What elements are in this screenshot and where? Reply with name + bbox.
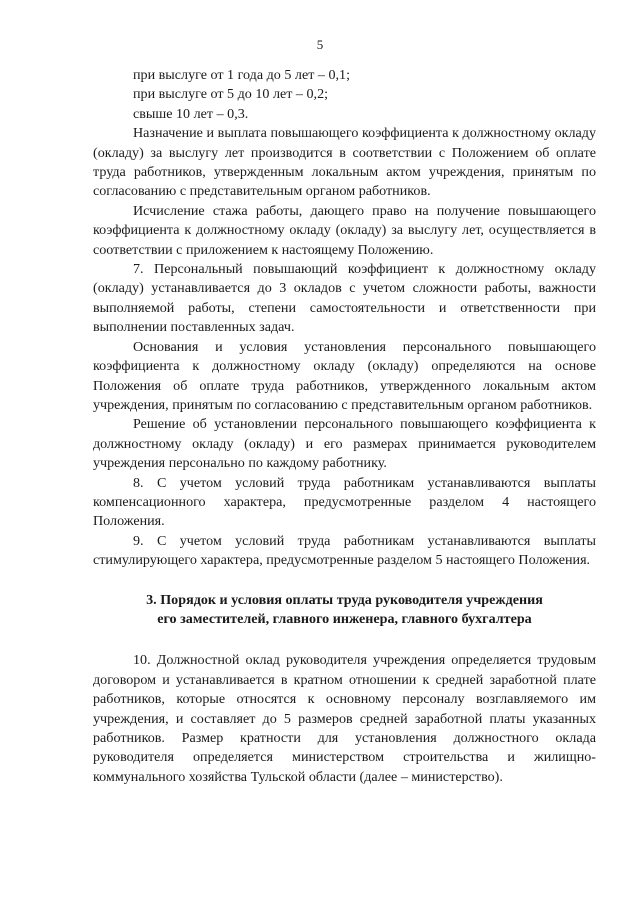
bonus-rate-line: при выслуге от 1 года до 5 лет – 0,1; bbox=[133, 67, 351, 83]
paragraph: 10. Должностной оклад руководителя учреждения определяется трудовым договором и устанавливается в кратном отношении к средней заработной плате работников, которые относятся к основному персоналу возглавляемого им учреждения, и составляет до 5 размеров средней заработной платы указанных работников. Размер кратности для установления должностного оклада руководителя определяется министерством строительства и жилищно-коммунального хозяйства Тульской области (далее – министерство). bbox=[93, 652, 596, 785]
paragraph: Назначение и выплата повышающего коэффициента к должностному окладу (окладу) за выслугу лет производится в соответствии с Положением об оплате труда работников, утвержденным локальным актом учреждения, принятым по согласованию с представительным органом работников. bbox=[93, 125, 596, 200]
paragraph: 8. С учетом условий труда работникам устанавливаются выплаты компенсационного характера, предусмотренные разделом 4 настоящего Положения. bbox=[93, 474, 596, 530]
section-heading-line-1: 3. Порядок и условия оплаты труда руководителя учреждения bbox=[146, 591, 543, 608]
bonus-rate-line: свыше 10 лет – 0,3. bbox=[133, 105, 249, 122]
paragraph: 7. Персональный повышающий коэффициент к должностному окладу (окладу) устанавливается до 3 окладов с учетом сложности работы, важности выполняемой работы, степени самостоятельности и ответственности при выполнении поставленных задач. bbox=[93, 261, 596, 336]
document-body bbox=[93, 66, 596, 787]
paragraph: Основания и условия установления персонального повышающего коэффициента к должностному окладу (окладу) определяются на основе Положения об оплате труда работников, утвержденного локальным актом учреждения, принятым по согласованию с представительным органом работников. bbox=[93, 338, 596, 413]
page-number: 5 bbox=[316, 37, 324, 52]
paragraph: 9. С учетом условий труда работникам устанавливаются выплаты стимулирующего характера, предусмотренные разделом 5 настоящего Положения. bbox=[93, 532, 596, 569]
section-heading-line-2: его заместителей, главного инженера, главного бухгалтера bbox=[157, 610, 532, 627]
paragraph: Решение об установлении персонального повышающего коэффициента к должностному окладу (окладу) и его размерах принимается руководителем учреждения персонально по каждому работнику. bbox=[93, 416, 596, 472]
paragraph: Исчисление стажа работы, дающего право на получение повышающего коэффициента к должностному окладу (окладу) за выслугу лет, осуществляется в соответствии с приложением к настоящему Положению. bbox=[93, 202, 596, 258]
bonus-rate-line: при выслуге от 5 до 10 лет – 0,2; bbox=[133, 86, 329, 103]
